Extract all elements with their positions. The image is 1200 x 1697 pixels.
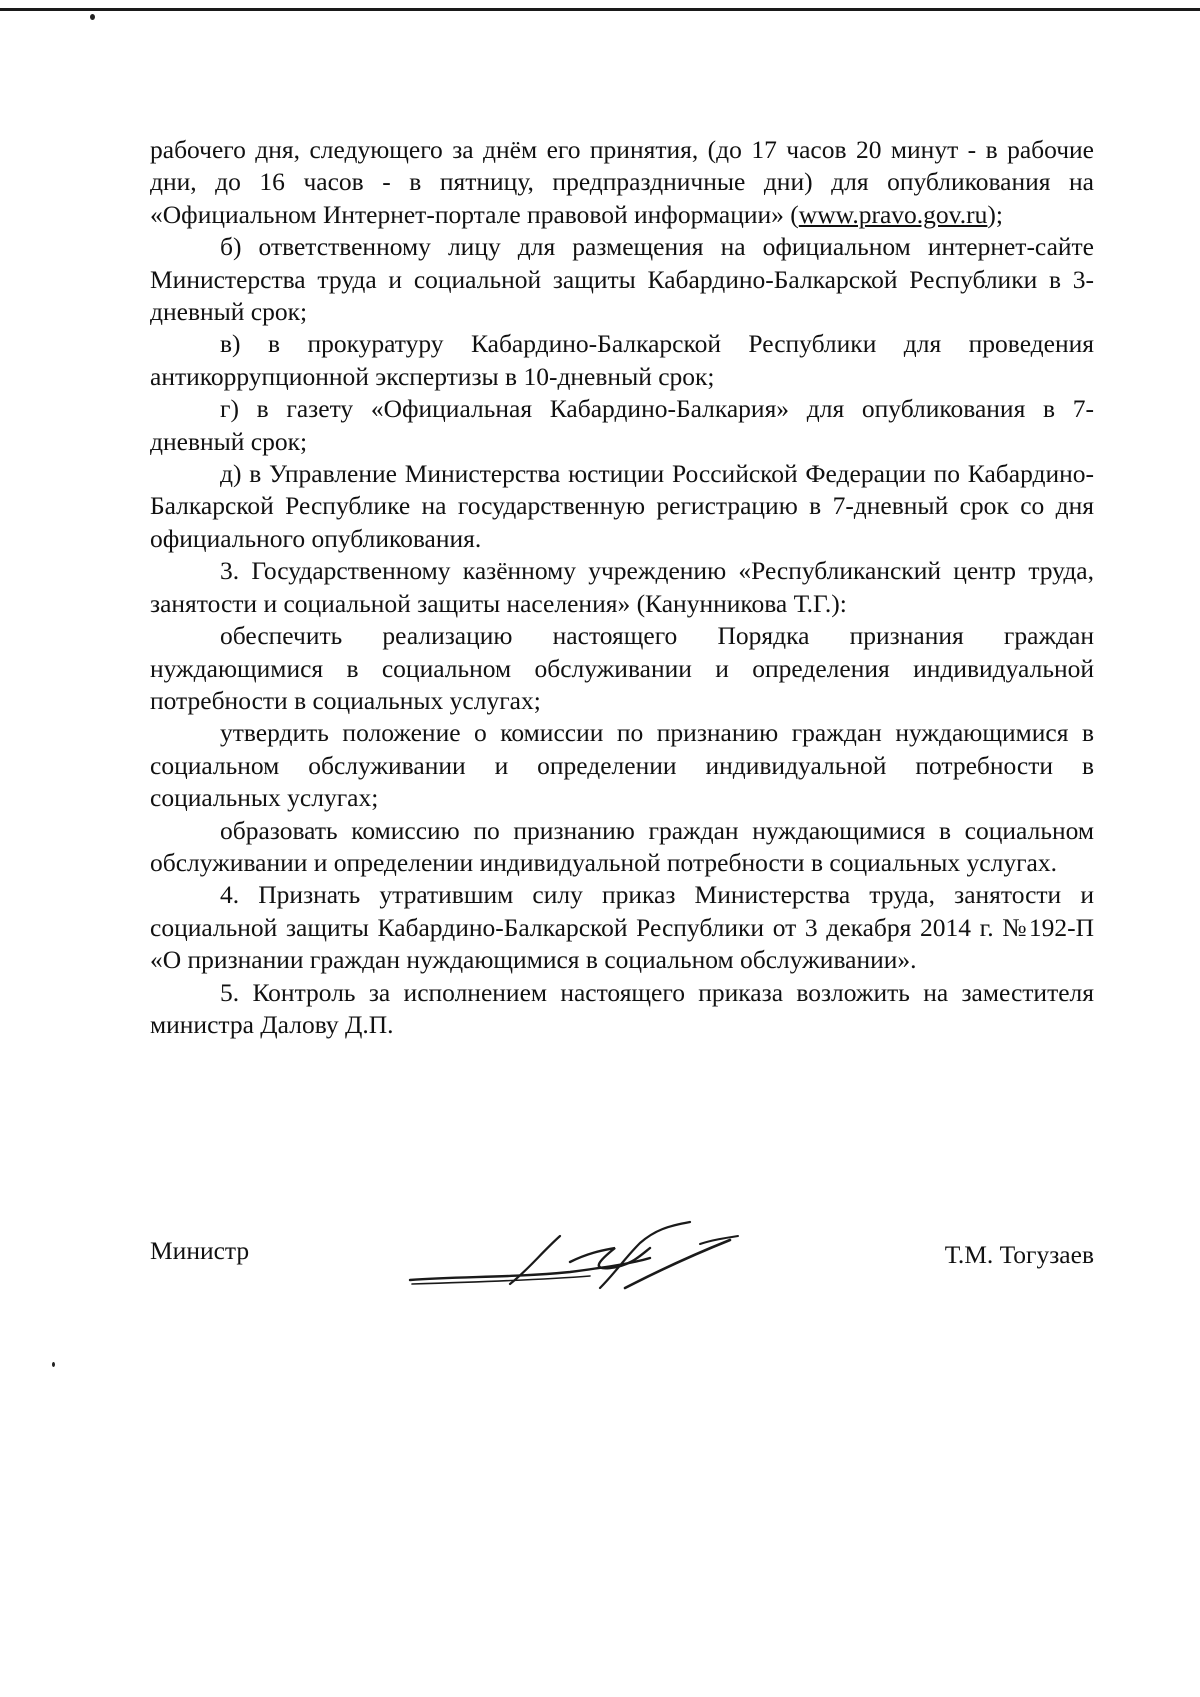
scan-top-edge xyxy=(0,8,1200,11)
paragraph-item-b: б) ответственному лицу для размещения на официальном интернет-сайте Министерства труда и социальной защиты Кабардино-Балкарской Республики в 3-дневный срок; xyxy=(150,232,1094,327)
paragraph-section-4: 4. Признать утратившим силу приказ Министерства труда, занятости и социальной защиты Кабардино-Балкарской Республики от 3 декабря 2014 г. №192-П «О признании граждан нуждающимися в социальном обслуживании». xyxy=(150,880,1094,975)
signature-block xyxy=(150,1218,1094,1298)
paragraph-section-3: 3. Государственному казённому учреждению «Республиканский центр труда, занятости и социальной защиты населения» (Канунникова Т.Г.): xyxy=(150,556,1094,618)
handwritten-signature-icon xyxy=(400,1218,780,1298)
paragraph-text: ); xyxy=(987,199,1003,229)
paragraph-item-g: г) в газету «Официальная Кабардино-Балкария» для опубликования в 7-дневный срок; xyxy=(150,394,1094,456)
paragraph-form-commission: образовать комиссию по признанию граждан нуждающимися в социальном обслуживании и определении индивидуальной потребности в социальных услугах. xyxy=(150,815,1094,877)
paragraph-text: рабочего дня, следующего за днём его принятия, (до 17 часов 20 минут - в рабочие дни, до 16 часов - в пятницу, предпраздничные дни) для опубликования на «Официальном Интернет-портале правовой информации» ( xyxy=(150,135,1094,229)
paragraph-publication-deadline xyxy=(150,134,1094,231)
paragraph-section-5: 5. Контроль за исполнением настоящего приказа возложить на заместителя министра Далову Д.П. xyxy=(150,977,1094,1039)
scan-speck xyxy=(90,14,95,20)
document-body xyxy=(150,134,1094,1041)
pravo-gov-link[interactable]: www.pravo.gov.ru xyxy=(798,199,988,229)
scan-speck xyxy=(52,1362,55,1367)
paragraph-item-v: в) в прокуратуру Кабардино-Балкарской Республики для проведения антикоррупционной экспертизы в 10-дневный срок; xyxy=(150,329,1094,391)
paragraph-approve: утвердить положение о комиссии по признанию граждан нуждающимися в социальном обслуживании и определении индивидуальной потребности в социальных услугах; xyxy=(150,718,1094,813)
signatory-title: Министр xyxy=(150,1236,250,1265)
signatory-name: Т.М. Тогузаев xyxy=(944,1240,1094,1269)
paragraph-item-d: д) в Управление Министерства юстиции Российской Федерации по Кабардино-Балкарской Республике на государственную регистрацию в 7-дневный срок со дня официального опубликования. xyxy=(150,459,1094,553)
paragraph-ensure: обеспечить реализацию настоящего Порядка признания граждан нуждающимися в социальном обслуживании и определения индивидуальной потребности в социальных услугах; xyxy=(150,621,1094,715)
